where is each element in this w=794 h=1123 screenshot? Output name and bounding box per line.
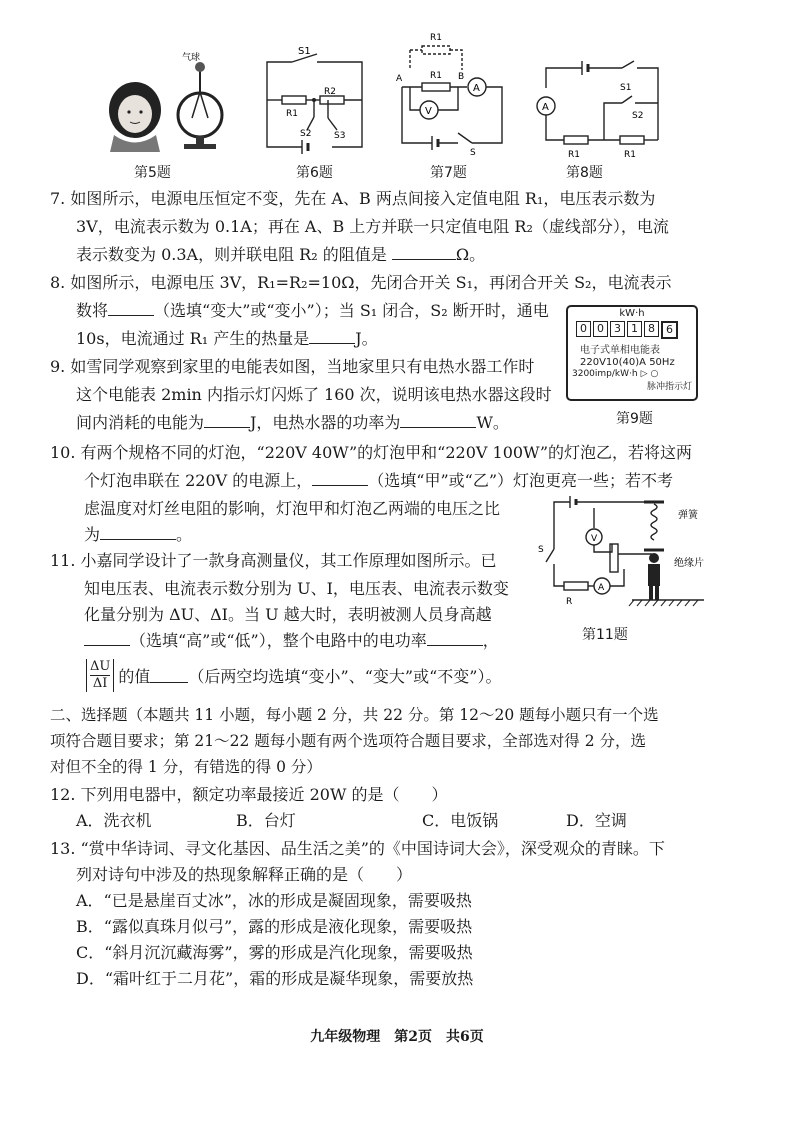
fig7-ammeter: A xyxy=(473,83,480,94)
q9-line3: 间内消耗的电能为 J，电热水器的功率为 W。 xyxy=(76,413,509,432)
page-footer: 九年级物理 第2页 共6页 xyxy=(310,1029,484,1045)
meter-digit: 1 xyxy=(627,321,642,337)
fig8-s2: S2 xyxy=(632,111,644,121)
fig11-switch: S xyxy=(538,545,544,555)
meter-indicator: 脉冲指示灯 xyxy=(646,382,692,392)
fig9-caption: 第9题 xyxy=(616,411,653,427)
fig6-circuit xyxy=(262,42,372,157)
fig11-circuit xyxy=(534,494,714,619)
indicator-light-icon: ○ xyxy=(650,369,659,379)
fig7-caption: 第7题 xyxy=(430,165,467,181)
fig7-point-b: B xyxy=(458,72,465,82)
electroscope-illustration xyxy=(178,51,222,149)
meter-digit: 0 xyxy=(576,321,591,337)
meter-name: 电子式单相电能表 xyxy=(580,345,660,356)
q11-line5 xyxy=(86,656,501,694)
q11-line5-text: 的值 xyxy=(118,666,151,686)
q12-stem: 12. 下列用电器中，额定功率最接近 20W 的是（ ） xyxy=(50,785,448,804)
meter-digits xyxy=(576,321,696,339)
fig11-voltmeter: V xyxy=(591,534,598,544)
q8-line2: 数将 （选填“变大”或“变小”）；当 S₁ 闭合，S₂ 断开时，通电 xyxy=(76,301,549,320)
q11-line2: 知电压表、电流表示数分别为 U、I，电压表、电流表示数变 xyxy=(84,579,509,598)
meter-constant: 3200imp/kW·h xyxy=(572,369,638,379)
q8-blank2[interactable] xyxy=(309,329,355,344)
q11-blank2[interactable] xyxy=(427,631,483,646)
fig11-caption: 第11题 xyxy=(582,627,628,643)
q13-option-a[interactable]: A．“已是悬崖百丈冰”，冰的形成是凝固现象，需要吸热 xyxy=(76,891,472,910)
q12-option-d[interactable]: D．空调 xyxy=(566,811,627,830)
meter-unit: kW·h xyxy=(619,308,645,319)
fig8-circuit xyxy=(532,58,667,158)
q11-line4: （选填“高”或“低”），整个电路中的电功率 ， xyxy=(84,630,499,652)
q11-line5-tail: （后两空均选填“变小”、“变大”或“不变”）。 xyxy=(188,666,502,686)
fig11-ammeter: A xyxy=(598,583,605,593)
fig11-insulator: 绝缘片 xyxy=(674,558,704,569)
q8-blank1[interactable] xyxy=(108,301,154,316)
fig6-s3: S3 xyxy=(334,131,346,141)
fig8-ammeter: A xyxy=(542,102,549,113)
q11-frac-num: ΔU xyxy=(90,658,111,674)
meter-digit: 6 xyxy=(661,321,678,339)
girl-illustration xyxy=(109,82,161,152)
q8-line1: 8. 如图所示，电源电压 3V，R₁=R₂=10Ω，先闭合开关 S₁，再闭合开关 S₂，电流表示 xyxy=(50,273,672,292)
meter-rating: 220V10(40)A 50Hz xyxy=(580,357,675,368)
q10-line1: 10. 有两个规格不同的灯泡，“220V 40W”的灯泡甲和“220V 100W”的灯泡乙，若将这两 xyxy=(50,443,692,462)
q7-line3: 表示数变为 0.3A，则并联电阻 R₂ 的阻值是 Ω。 xyxy=(76,245,486,264)
fig6-s1: S1 xyxy=(298,46,311,57)
q8-line3: 10s，电流通过 R₁ 产生的热量是 J。 xyxy=(76,329,378,348)
fig6-s2: S2 xyxy=(300,129,312,139)
q12-option-b[interactable]: B．台灯 xyxy=(236,811,296,830)
q7-line2: 3V，电流表示数为 0.1A；再在 A、B 上方并联一只定值电阻 R₂（虚线部分），电流 xyxy=(76,217,669,236)
section2-line2: 项符合题目要求；第 21～22 题每小题有两个选项符合题目要求，全部选对得 2 分，选 xyxy=(50,732,647,750)
q10-blank1[interactable] xyxy=(312,471,368,486)
q9-blank2[interactable] xyxy=(400,413,476,428)
q13-line2: 列对诗句中涉及的热现象解释正确的是（ ） xyxy=(76,865,413,884)
fig6-caption: 第6题 xyxy=(296,165,333,181)
fig8-r1: R1 xyxy=(568,150,580,158)
triangle-icon: ▷ xyxy=(640,369,648,379)
q10-line3: 虑温度对灯丝电阻的影响，灯泡甲和灯泡乙两端的电压之比 xyxy=(84,499,501,518)
fig7-r1-mid: R1 xyxy=(430,71,442,81)
meter-digit: 3 xyxy=(610,321,625,337)
q11-blank3[interactable] xyxy=(150,668,188,683)
q11-line3: 化量分别为 ΔU、ΔI。当 U 越大时，表明被测人员身高越 xyxy=(84,605,492,624)
q10-line2: 个灯泡串联在 220V 的电源上， （选填“甲”或“乙”）灯泡更亮一些；若不考 xyxy=(84,471,674,490)
q11-blank1[interactable] xyxy=(84,631,130,646)
q13-option-b[interactable]: B．“露似真珠月似弓”，露的形成是液化现象，需要吸热 xyxy=(76,917,473,936)
q13-option-d[interactable]: D．“霜叶红于二月花”，霜的形成是凝华现象，需要放热 xyxy=(76,969,474,988)
meter-digit: 8 xyxy=(644,321,659,337)
fig11-resistor: R xyxy=(566,597,573,607)
section2-line3: 对但不全的得 1 分，有错选的得 0 分） xyxy=(50,758,322,776)
q9-line1: 9. 如雪同学观察到家里的电能表如图，当地家里只有电热水器工作时 xyxy=(50,357,535,376)
q10-blank2[interactable] xyxy=(100,525,176,540)
q11-line1: 11. 小嘉同学设计了一款身高测量仪，其工作原理如图所示。已 xyxy=(50,551,497,570)
fig6-r1: R1 xyxy=(286,109,298,119)
fig7-r1-top: R1 xyxy=(430,33,442,43)
q12-option-c[interactable]: C．电饭锅 xyxy=(422,811,499,830)
meter-constant-row xyxy=(572,369,696,379)
q12-option-a[interactable]: A．洗衣机 xyxy=(76,811,152,830)
fig8-caption: 第8题 xyxy=(566,165,603,181)
person-silhouette xyxy=(648,553,660,600)
fig5-diagram xyxy=(100,40,230,155)
q11-fraction xyxy=(86,659,114,692)
fig5-caption: 第5题 xyxy=(134,165,171,181)
fig8-r2: R1 xyxy=(624,150,636,158)
fig8-s1: S1 xyxy=(620,83,632,93)
q9-blank1[interactable] xyxy=(204,413,250,428)
fig11-spring: 弹簧 xyxy=(678,510,698,521)
q13-line1: 13. “赏中华诗词、寻文化基因、品生活之美”的《中国诗词大会》，深受观众的青睐。下 xyxy=(50,839,665,858)
q7-blank[interactable] xyxy=(392,245,456,260)
q9-line2: 这个电能表 2min 内指示灯闪烁了 160 次，说明该电热水器这段时 xyxy=(76,385,552,404)
q13-option-c[interactable]: C．“斜月沉沉藏海雾”，雾的形成是汽化现象，需要吸热 xyxy=(76,943,473,962)
electric-meter xyxy=(566,305,698,401)
fig7-point-a: A xyxy=(396,74,403,84)
fig7-switch: S xyxy=(470,148,476,155)
fig5-label: 气球 xyxy=(182,53,201,63)
fig6-r2: R2 xyxy=(324,87,336,97)
q11-frac-den: ΔI xyxy=(92,675,108,691)
section2-line1: 二、选择题（本题共 11 小题，每小题 2 分，共 22 分。第 12～20 题每小题只有一个选 xyxy=(50,706,659,724)
meter-digit: 0 xyxy=(593,321,608,337)
fig7-circuit xyxy=(392,25,512,155)
fig7-voltmeter: V xyxy=(425,106,432,117)
q10-line4: 为 。 xyxy=(84,525,193,544)
q7-line1: 7. 如图所示，电源电压恒定不变，先在 A、B 两点间接入定值电阻 R₁，电压表示数为 xyxy=(50,189,656,208)
